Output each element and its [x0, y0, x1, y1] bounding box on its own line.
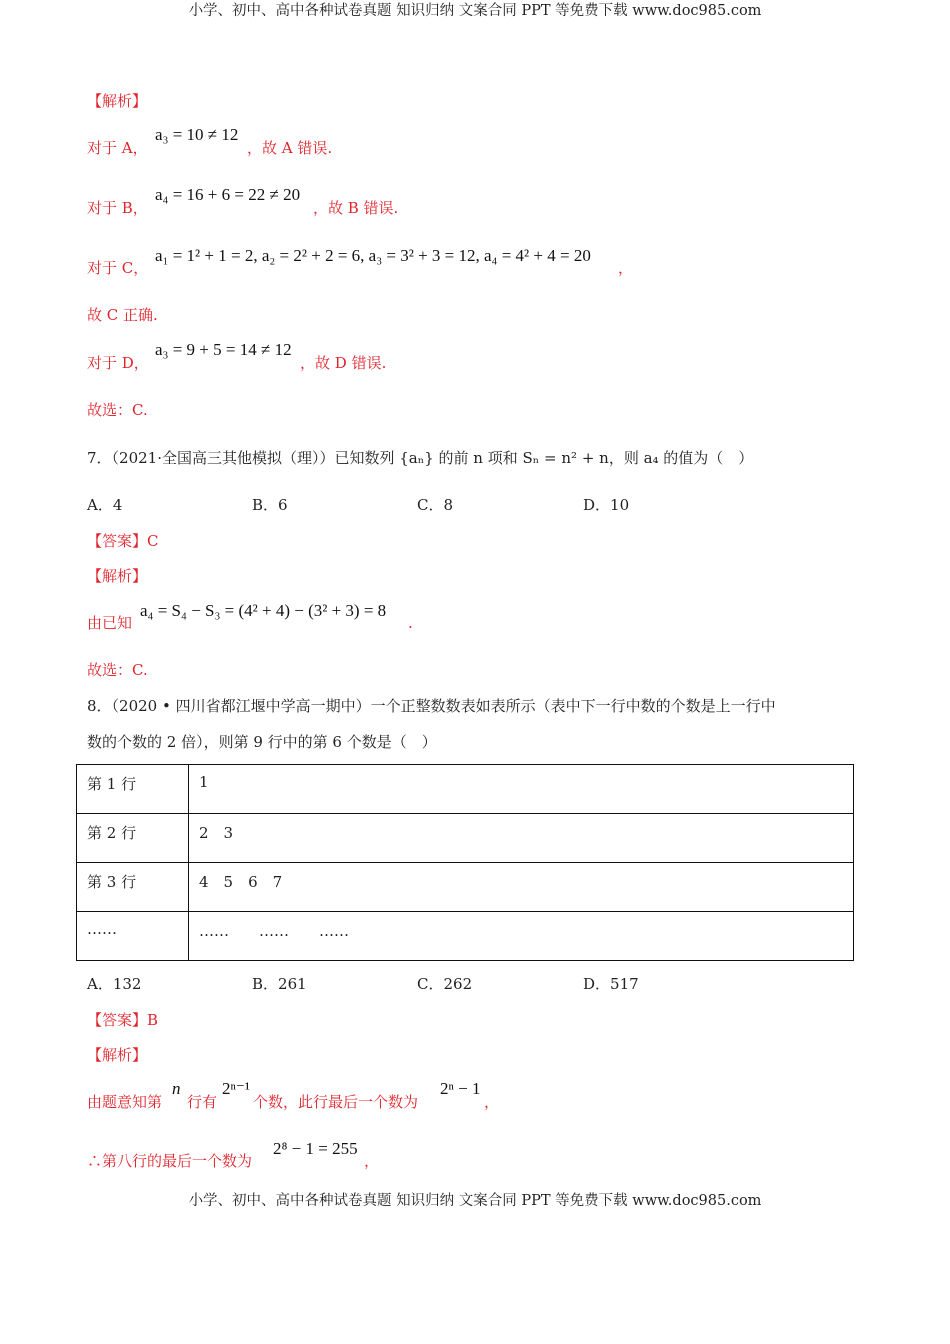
q6-a-tail: ，故 A 错误.	[247, 139, 333, 157]
q6-a-label: 对于 A，	[87, 139, 148, 157]
q7-option-a: A．4	[87, 496, 123, 514]
q8-line2-math1: 2⁸ − 1 = 255	[273, 1139, 358, 1158]
q6-d-label: 对于 D，	[87, 354, 149, 372]
table-row	[77, 912, 854, 961]
q6-b-math: a₄ = 16 + 6 = 22 ≠ 20	[155, 185, 301, 204]
table-row	[77, 765, 854, 814]
row-values: …… …… ……	[189, 912, 854, 961]
q8-option-a: A．132	[87, 975, 142, 993]
row-label: 第 1 行	[77, 765, 189, 814]
q8-line1-text1: 由题意知第	[87, 1093, 163, 1111]
q7-analysis-math: a₄ = S₄ − S₃ = (4² + 4) − (3² + 3) = 8	[140, 601, 387, 620]
row-values: 2 3	[189, 814, 854, 863]
q8-line1-text4: ，	[484, 1093, 500, 1111]
row-label: 第 3 行	[77, 863, 189, 912]
q7-answer: 【答案】C	[87, 532, 159, 550]
q7-analysis-tail: .	[408, 614, 413, 632]
q7-option-b: B．6	[252, 496, 288, 514]
q7-question: 7．（2021·全国高三其他模拟（理））已知数列 {aₙ} 的前 n 项和 Sₙ = n² + n，则 a₄ 的值为（ ）	[87, 449, 754, 467]
row-label: ……	[77, 912, 189, 961]
q8-option-b: B．261	[252, 975, 307, 993]
q7-analysis-tag: 【解析】	[87, 567, 148, 585]
q6-choice: 故选：C.	[87, 401, 148, 419]
table-row	[77, 863, 854, 912]
q7-option-d: D．10	[583, 496, 630, 514]
q8-option-c: C．262	[417, 975, 473, 993]
q6-c-conclusion: 故 C 正确.	[87, 306, 158, 324]
row-values: 4 5 6 7	[189, 863, 854, 912]
q8-line2-text1: ∴第八行的最后一个数为	[87, 1152, 253, 1170]
q7-choice: 故选：C.	[87, 661, 148, 679]
table-row	[77, 814, 854, 863]
q7-analysis-label: 由已知	[87, 614, 133, 632]
q7-option-c: C．8	[417, 496, 454, 514]
q6-b-tail: ，故 B 错误.	[313, 199, 399, 217]
row-label: 第 2 行	[77, 814, 189, 863]
q6-c-math: a₁ = 1² + 1 = 2, a₂ = 2² + 2 = 6, a₃ = 3² + 3 = 12, a₄ = 4² + 4 = 20	[155, 246, 591, 265]
q6-a-math: a₃ = 10 ≠ 12	[155, 125, 239, 144]
q6-d-math: a₃ = 9 + 5 = 14 ≠ 12	[155, 340, 292, 359]
q8-question-line1: 8．（2020 • 四川省都江堰中学高一期中）一个正整数数表如表所示（表中下一行中数的个数是上一行中	[87, 697, 776, 715]
q8-line1-text2: 行有	[187, 1093, 218, 1111]
q8-line2-text2: ，	[364, 1152, 380, 1170]
q6-d-tail: ，故 D 错误.	[300, 354, 387, 372]
number-table	[76, 764, 854, 961]
q6-b-label: 对于 B，	[87, 199, 148, 217]
q8-answer: 【答案】B	[87, 1011, 159, 1029]
q6-analysis-tag: 【解析】	[87, 92, 148, 110]
q8-analysis-tag: 【解析】	[87, 1046, 148, 1064]
q8-line1-math1: n	[172, 1079, 181, 1098]
q8-line1-math2: 2ⁿ⁻¹	[222, 1079, 250, 1098]
q8-line1-math3: 2ⁿ − 1	[440, 1079, 481, 1098]
page-header: 小学、初中、高中各种试卷真题 知识归纳 文案合同 PPT 等免费下载 www.doc985.com	[188, 3, 762, 19]
q6-c-label: 对于 C，	[87, 259, 149, 277]
page-footer: 小学、初中、高中各种试卷真题 知识归纳 文案合同 PPT 等免费下载 www.doc985.com	[188, 1193, 762, 1209]
row-values: 1	[189, 765, 854, 814]
q8-question-line2: 数的个数的 2 倍），则第 9 行中的第 6 个数是（ ）	[87, 733, 437, 751]
q8-line1-text3: 个数，此行最后一个数为	[253, 1093, 419, 1111]
q6-c-tail: ，	[618, 259, 634, 277]
q8-option-d: D．517	[583, 975, 639, 993]
